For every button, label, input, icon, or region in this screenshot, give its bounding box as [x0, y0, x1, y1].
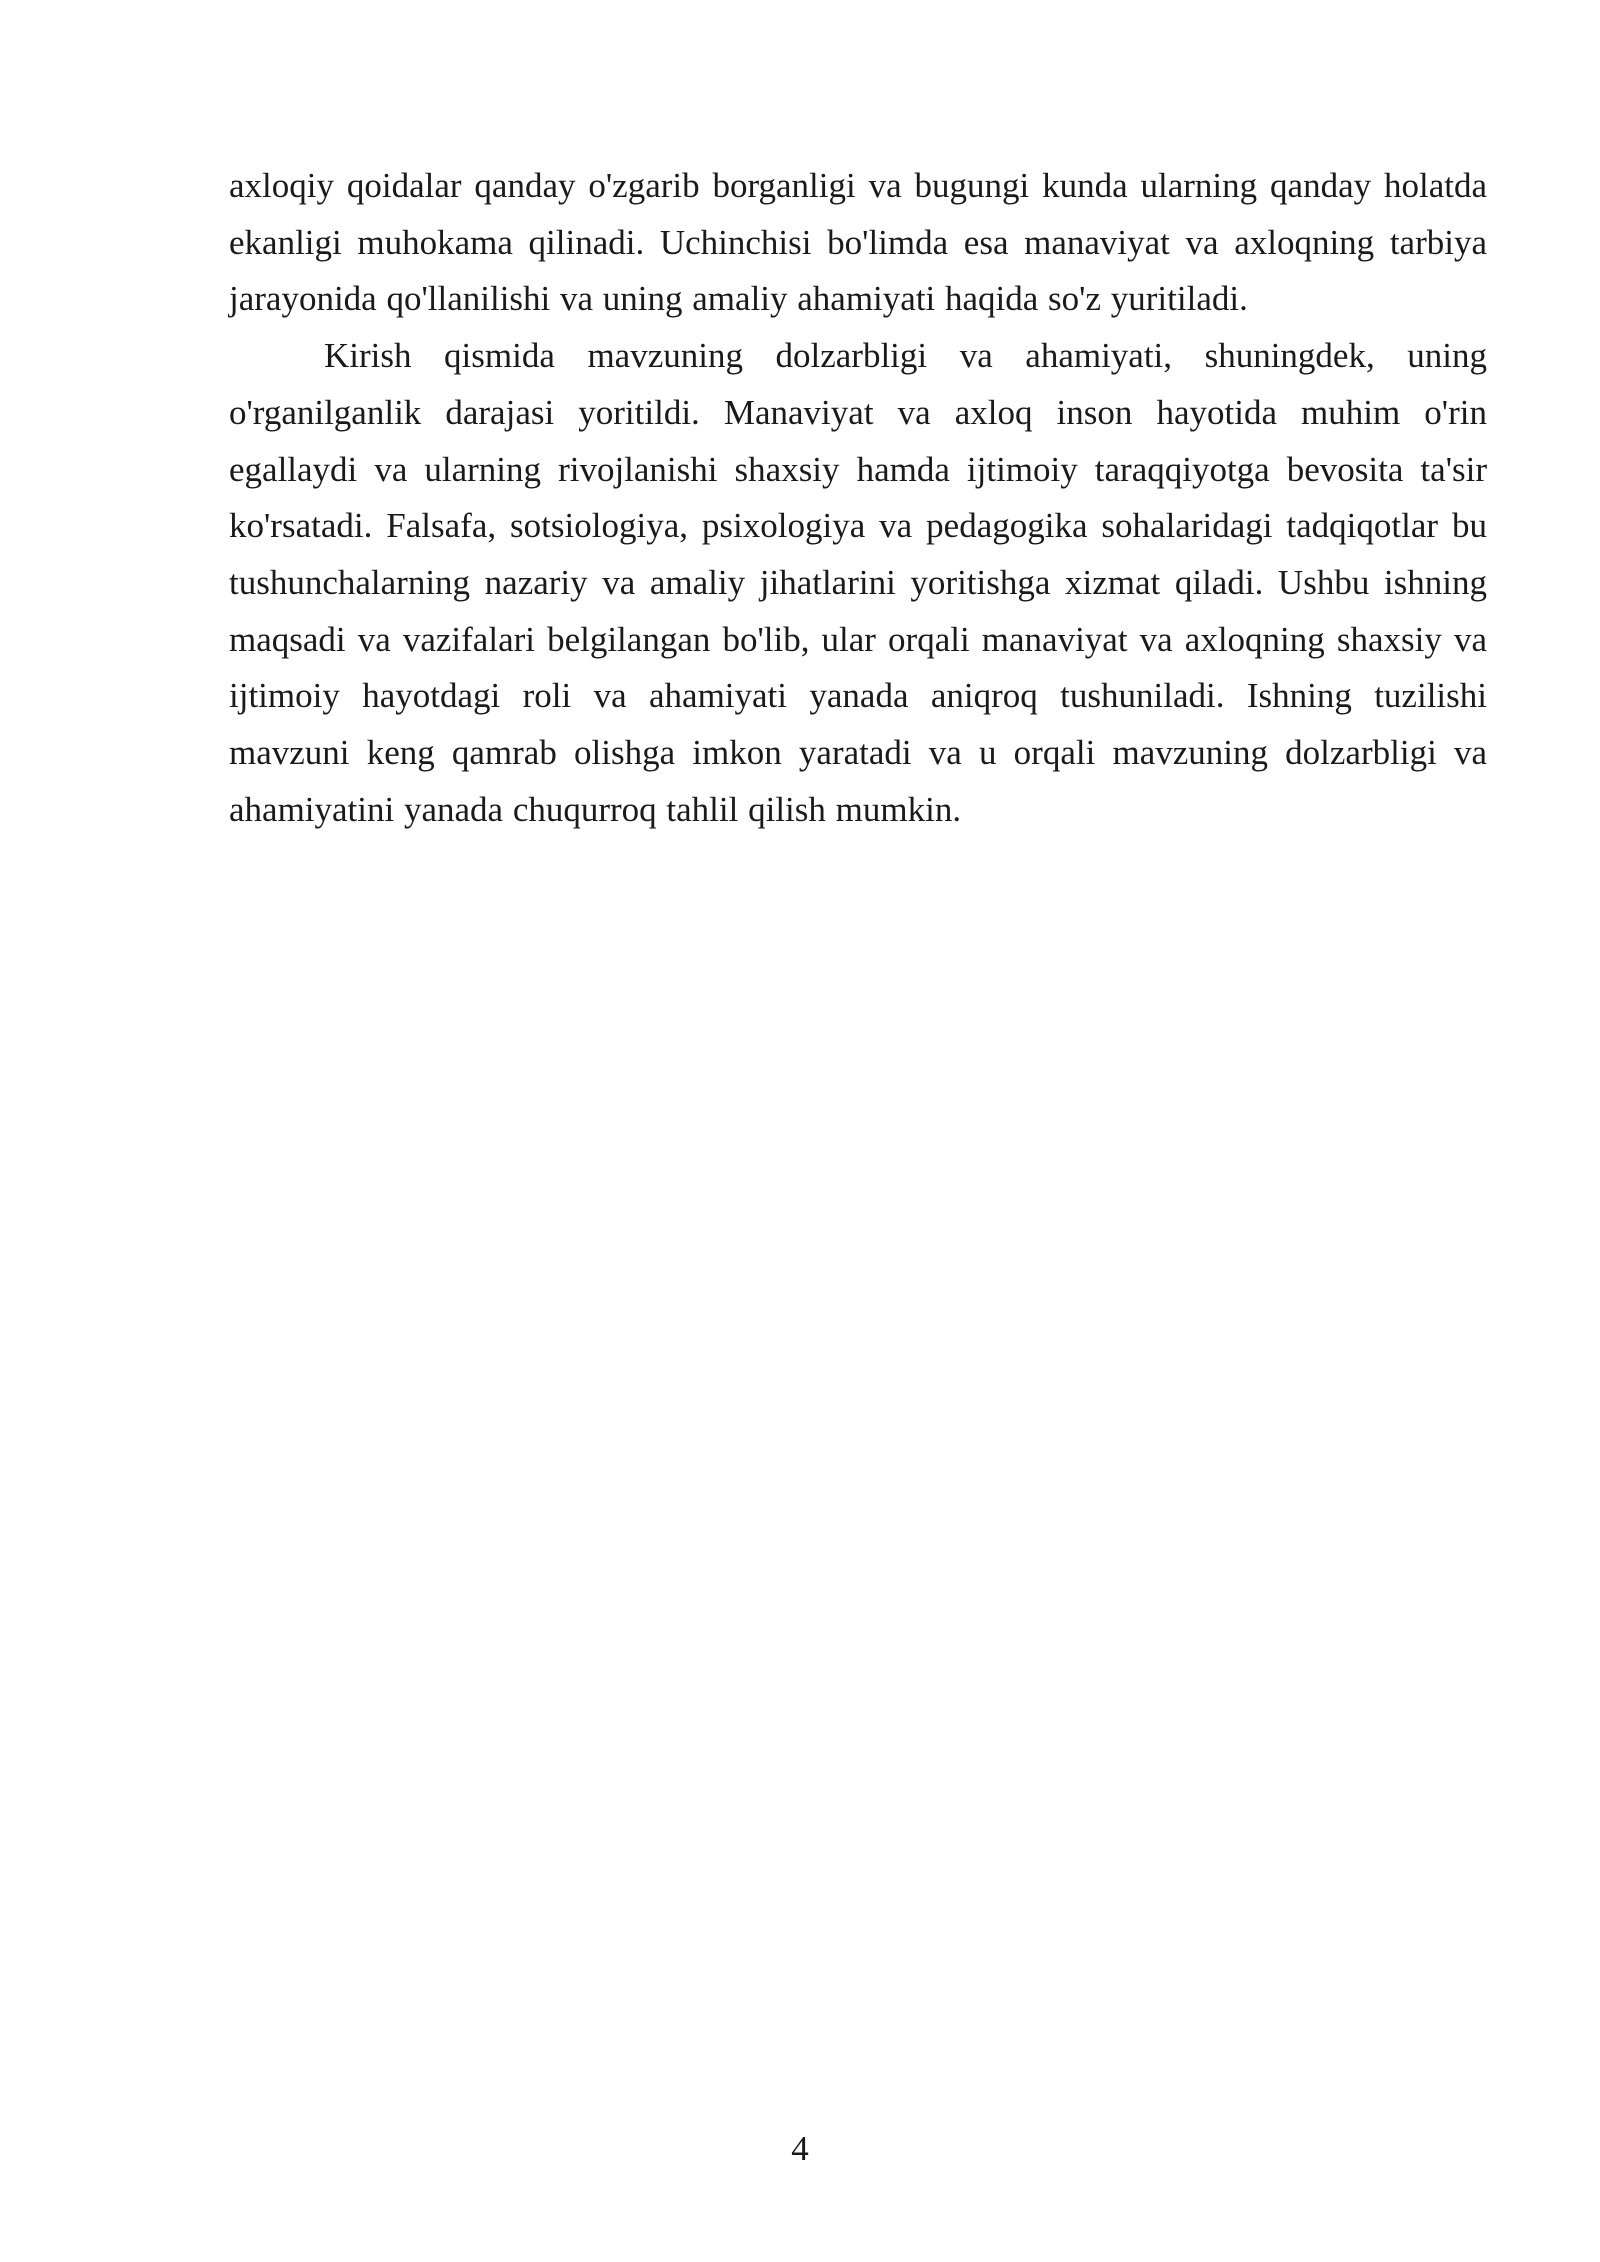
page-number: 4: [791, 2129, 809, 2168]
paragraph-introduction: Kirish qismida mavzuning dolzarbligi va ahamiyati, shuningdek, uning o'rganilganlik darajasi yoritildi. Manaviyat va axloq inson hayotida muhim o'rin egallaydi va ularning rivojlanishi shaxsiy hamda ijtimoiy taraqqiyotga bevosita ta'sir ko'rsatadi. Falsafa, sotsiologiya, psixologiya va pedagogika sohalaridagi tadqiqotlar bu tushunchalarning nazariy va amaliy jihatlarini yoritishga xizmat qiladi. Ushbu ishning maqsadi va vazifalari belgilangan bo'lib, ular orqali manaviyat va axloqning shaxsiy va ijtimoiy hayotdagi roli va ahamiyati yanada aniqroq tushuniladi. Ishning tuzilishi mavzuni keng qamrab olishga imkon yaratadi va u orqali mavzuning dolzarbligi va ahamiyatini yanada chuqurroq tahlil qilish mumkin.: [229, 336, 1487, 829]
body-text: [229, 158, 1487, 838]
paragraph-continuation: axloqiy qoidalar qanday o'zgarib borganligi va bugungi kunda ularning qanday holatda ekanligi muhokama qilinadi. Uchinchisi bo'limda esa manaviyat va axloqning tarbiya jarayonida qo'llanilishi va uning amaliy ahamiyati haqida so'z yuritiladi.: [229, 166, 1487, 319]
